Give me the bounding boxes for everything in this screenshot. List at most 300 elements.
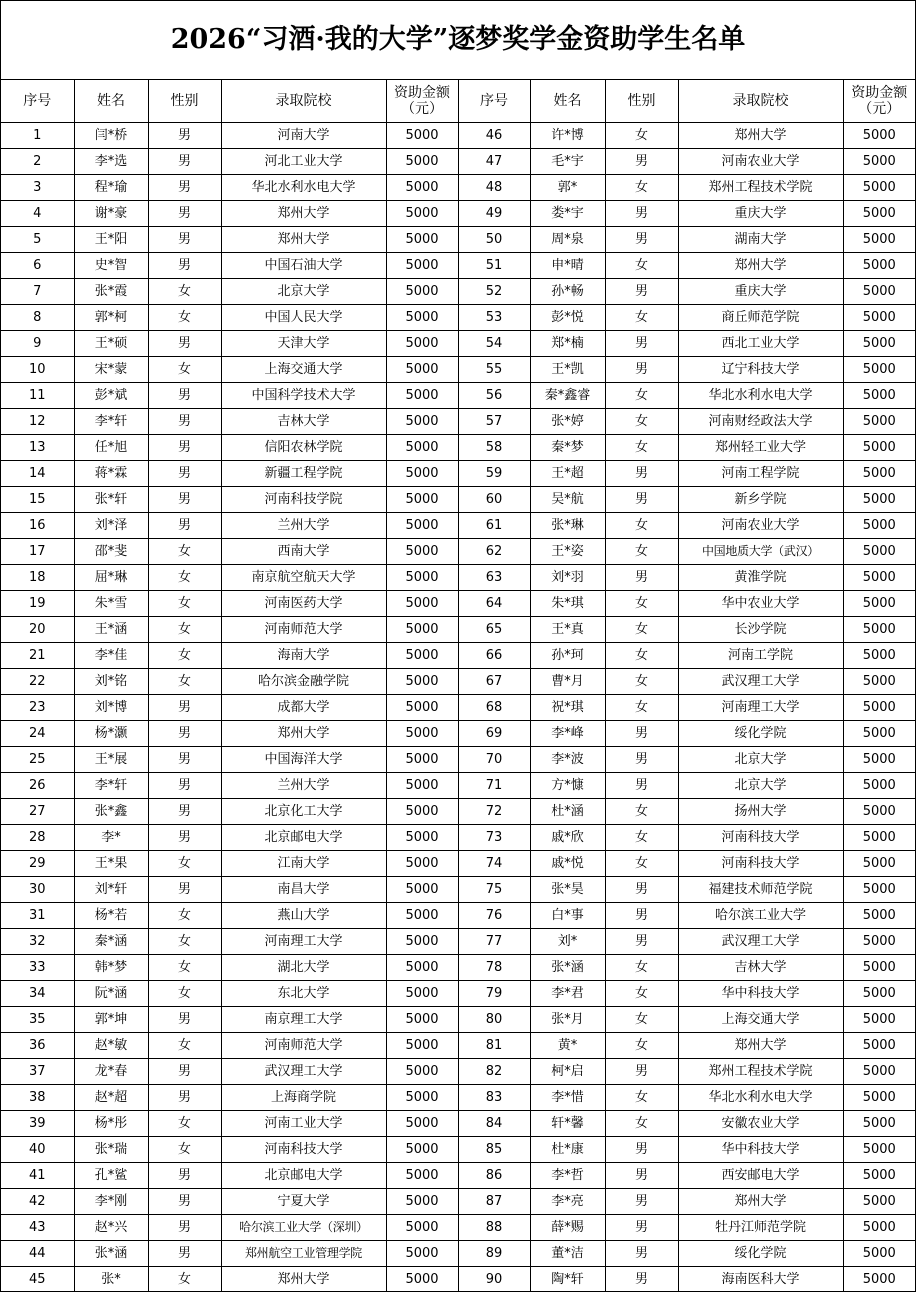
cell-index: 35 [1,1007,74,1033]
cell-university: 华北水利水电大学 [678,383,843,409]
cell-amount: 5000 [843,1007,915,1033]
cell-university: 东北大学 [221,981,386,1007]
cell-gender: 女 [148,929,221,955]
cell-name: 史*智 [74,253,148,279]
cell-university: 河南农业大学 [678,149,843,175]
cell-index: 57 [458,409,530,435]
cell-name: 张*霞 [74,279,148,305]
cell-gender: 女 [605,305,678,331]
cell-university: 西安邮电大学 [678,1163,843,1189]
cell-index: 77 [458,929,530,955]
cell-index: 79 [458,981,530,1007]
cell-index: 1 [1,123,74,149]
cell-gender: 男 [148,1215,221,1241]
cell-university: 郑州大学 [678,123,843,149]
cell-index: 68 [458,695,530,721]
cell-gender: 女 [148,669,221,695]
table-row [1,669,915,695]
cell-university: 武汉理工大学 [678,669,843,695]
cell-amount: 5000 [386,851,458,877]
cell-amount: 5000 [843,461,915,487]
cell-name: 张*昊 [530,877,605,903]
cell-name: 朱*雪 [74,591,148,617]
cell-university: 北京大学 [221,279,386,305]
cell-gender: 男 [148,1085,221,1111]
cell-gender: 女 [605,799,678,825]
cell-name: 刘*泽 [74,513,148,539]
cell-amount: 5000 [386,1137,458,1163]
cell-amount: 5000 [386,1163,458,1189]
cell-index: 61 [458,513,530,539]
cell-amount: 5000 [843,253,915,279]
cell-name: 李*惜 [530,1085,605,1111]
cell-amount: 5000 [386,1111,458,1137]
cell-university: 中国人民大学 [221,305,386,331]
cell-gender: 男 [148,123,221,149]
cell-amount: 5000 [386,1241,458,1267]
cell-name: 张*瑞 [74,1137,148,1163]
cell-gender: 男 [605,721,678,747]
cell-university: 宁夏大学 [221,1189,386,1215]
cell-university: 吉林大学 [678,955,843,981]
cell-name: 王*姿 [530,539,605,565]
cell-amount: 5000 [386,487,458,513]
table-row [1,175,915,201]
cell-university: 兰州大学 [221,773,386,799]
cell-name: 宋*蒙 [74,357,148,383]
cell-name: 杜*涵 [530,799,605,825]
cell-university: 信阳农林学院 [221,435,386,461]
cell-university: 河南师范大学 [221,617,386,643]
cell-name: 屈*琳 [74,565,148,591]
cell-name: 刘* [530,929,605,955]
table-row [1,981,915,1007]
cell-name: 谢*豪 [74,201,148,227]
cell-index: 67 [458,669,530,695]
cell-name: 张*鑫 [74,799,148,825]
cell-amount: 5000 [843,357,915,383]
cell-name: 李*轩 [74,409,148,435]
cell-university: 上海交通大学 [221,357,386,383]
header-index: 序号 [1,80,74,123]
cell-amount: 5000 [843,513,915,539]
cell-gender: 女 [605,409,678,435]
cell-amount: 5000 [843,565,915,591]
cell-university: 湖南大学 [678,227,843,253]
cell-amount: 5000 [386,409,458,435]
cell-amount: 5000 [386,435,458,461]
cell-gender: 女 [605,643,678,669]
cell-index: 17 [1,539,74,565]
cell-name: 白*事 [530,903,605,929]
cell-index: 29 [1,851,74,877]
cell-gender: 男 [148,1059,221,1085]
cell-index: 90 [458,1267,530,1292]
cell-index: 49 [458,201,530,227]
cell-index: 46 [458,123,530,149]
cell-amount: 5000 [843,175,915,201]
cell-amount: 5000 [843,201,915,227]
cell-gender: 女 [605,1007,678,1033]
cell-gender: 男 [605,149,678,175]
cell-index: 63 [458,565,530,591]
cell-university: 安徽农业大学 [678,1111,843,1137]
cell-amount: 5000 [386,539,458,565]
cell-amount: 5000 [386,747,458,773]
header-amount: 资助金额（元） [843,80,915,123]
cell-university: 北京大学 [678,747,843,773]
cell-university: 北京邮电大学 [221,1163,386,1189]
cell-university: 辽宁科技大学 [678,357,843,383]
cell-index: 89 [458,1241,530,1267]
cell-university: 河南工学院 [678,643,843,669]
cell-name: 赵*兴 [74,1215,148,1241]
cell-amount: 5000 [386,695,458,721]
cell-university: 中国地质大学（武汉） [678,539,843,565]
cell-name: 杨*彤 [74,1111,148,1137]
cell-name: 王*真 [530,617,605,643]
cell-amount: 5000 [386,383,458,409]
cell-index: 34 [1,981,74,1007]
cell-index: 25 [1,747,74,773]
cell-gender: 男 [605,929,678,955]
cell-name: 秦*鑫睿 [530,383,605,409]
cell-university: 西南大学 [221,539,386,565]
table-row [1,721,915,747]
cell-index: 11 [1,383,74,409]
cell-amount: 5000 [386,1085,458,1111]
table-row [1,617,915,643]
cell-university: 河南科技大学 [221,1137,386,1163]
cell-university: 上海交通大学 [678,1007,843,1033]
cell-amount: 5000 [843,1267,915,1292]
cell-name: 王*凯 [530,357,605,383]
cell-gender: 女 [605,1033,678,1059]
cell-name: 曹*月 [530,669,605,695]
cell-index: 16 [1,513,74,539]
cell-university: 南京理工大学 [221,1007,386,1033]
cell-index: 48 [458,175,530,201]
cell-index: 73 [458,825,530,851]
cell-university: 华中农业大学 [678,591,843,617]
cell-name: 吴*航 [530,487,605,513]
cell-index: 50 [458,227,530,253]
cell-amount: 5000 [843,331,915,357]
cell-index: 52 [458,279,530,305]
cell-university: 天津大学 [221,331,386,357]
cell-name: 张*月 [530,1007,605,1033]
cell-index: 4 [1,201,74,227]
cell-name: 赵*敏 [74,1033,148,1059]
cell-amount: 5000 [386,929,458,955]
header-index: 序号 [458,80,530,123]
cell-gender: 女 [148,643,221,669]
cell-name: 李*峰 [530,721,605,747]
cell-name: 闫*桥 [74,123,148,149]
cell-university: 中国科学技术大学 [221,383,386,409]
cell-index: 69 [458,721,530,747]
table-row [1,435,915,461]
cell-university: 河南师范大学 [221,1033,386,1059]
cell-index: 23 [1,695,74,721]
cell-amount: 5000 [386,357,458,383]
table-row [1,747,915,773]
cell-amount: 5000 [386,799,458,825]
cell-amount: 5000 [386,175,458,201]
cell-amount: 5000 [386,305,458,331]
cell-gender: 男 [605,1137,678,1163]
table-row [1,383,915,409]
cell-gender: 女 [148,565,221,591]
cell-gender: 男 [605,201,678,227]
cell-index: 20 [1,617,74,643]
cell-university: 海南医科大学 [678,1267,843,1292]
cell-amount: 5000 [843,149,915,175]
cell-gender: 女 [148,1137,221,1163]
table-row [1,253,915,279]
cell-gender: 男 [148,175,221,201]
cell-gender: 男 [605,1189,678,1215]
cell-university: 北京化工大学 [221,799,386,825]
cell-name: 毛*宇 [530,149,605,175]
cell-name: 方*慷 [530,773,605,799]
table-row [1,1137,915,1163]
cell-amount: 5000 [843,617,915,643]
cell-amount: 5000 [843,591,915,617]
cell-amount: 5000 [843,721,915,747]
table-row [1,487,915,513]
cell-amount: 5000 [843,825,915,851]
cell-university: 郑州大学 [678,1033,843,1059]
cell-index: 65 [458,617,530,643]
cell-university: 郑州航空工业管理学院 [221,1241,386,1267]
cell-name: 彭*斌 [74,383,148,409]
cell-index: 31 [1,903,74,929]
cell-gender: 女 [605,435,678,461]
cell-name: 彭*悦 [530,305,605,331]
cell-index: 10 [1,357,74,383]
cell-amount: 5000 [386,903,458,929]
cell-university: 郑州大学 [678,1189,843,1215]
cell-amount: 5000 [843,305,915,331]
cell-amount: 5000 [843,487,915,513]
cell-index: 87 [458,1189,530,1215]
cell-amount: 5000 [386,1267,458,1292]
cell-gender: 女 [148,955,221,981]
table-row [1,1007,915,1033]
cell-name: 李*君 [530,981,605,1007]
header-gender: 性别 [148,80,221,123]
cell-name: 孔*鲨 [74,1163,148,1189]
cell-gender: 男 [148,383,221,409]
cell-index: 66 [458,643,530,669]
cell-amount: 5000 [843,227,915,253]
cell-university: 河南理工大学 [221,929,386,955]
cell-name: 张*涵 [530,955,605,981]
cell-university: 武汉理工大学 [221,1059,386,1085]
header-university: 录取院校 [221,80,386,123]
cell-gender: 男 [148,513,221,539]
cell-amount: 5000 [843,1163,915,1189]
cell-university: 武汉理工大学 [678,929,843,955]
cell-gender: 女 [605,955,678,981]
table-row [1,227,915,253]
cell-index: 80 [458,1007,530,1033]
cell-amount: 5000 [386,513,458,539]
cell-amount: 5000 [386,461,458,487]
cell-name: 刘*铭 [74,669,148,695]
cell-index: 13 [1,435,74,461]
cell-index: 62 [458,539,530,565]
cell-gender: 男 [605,357,678,383]
cell-name: 李*刚 [74,1189,148,1215]
cell-index: 58 [458,435,530,461]
cell-index: 55 [458,357,530,383]
cell-gender: 男 [148,773,221,799]
cell-university: 长沙学院 [678,617,843,643]
cell-university: 商丘师范学院 [678,305,843,331]
cell-amount: 5000 [386,279,458,305]
cell-index: 74 [458,851,530,877]
table-row [1,1241,915,1267]
cell-name: 张*琳 [530,513,605,539]
cell-gender: 男 [148,1163,221,1189]
cell-amount: 5000 [386,1189,458,1215]
cell-name: 李*轩 [74,773,148,799]
cell-gender: 女 [148,617,221,643]
cell-index: 83 [458,1085,530,1111]
cell-gender: 女 [605,669,678,695]
cell-amount: 5000 [843,903,915,929]
cell-index: 64 [458,591,530,617]
table-row [1,539,915,565]
cell-university: 郑州大学 [221,201,386,227]
table-row [1,799,915,825]
cell-name: 任*旭 [74,435,148,461]
cell-amount: 5000 [843,955,915,981]
cell-amount: 5000 [843,539,915,565]
table-row [1,1189,915,1215]
cell-amount: 5000 [386,591,458,617]
cell-amount: 5000 [843,877,915,903]
cell-index: 60 [458,487,530,513]
cell-university: 北京大学 [678,773,843,799]
cell-amount: 5000 [843,1215,915,1241]
cell-university: 南昌大学 [221,877,386,903]
cell-name: 张*涵 [74,1241,148,1267]
cell-amount: 5000 [386,617,458,643]
cell-name: 孙*珂 [530,643,605,669]
cell-name: 秦*涵 [74,929,148,955]
cell-university: 哈尔滨工业大学 [678,903,843,929]
cell-university: 河南工业大学 [221,1111,386,1137]
cell-index: 42 [1,1189,74,1215]
cell-index: 37 [1,1059,74,1085]
cell-name: 孙*畅 [530,279,605,305]
cell-university: 福建技术师范学院 [678,877,843,903]
cell-index: 53 [458,305,530,331]
cell-gender: 女 [605,617,678,643]
cell-amount: 5000 [386,877,458,903]
cell-name: 薛*赐 [530,1215,605,1241]
cell-name: 杜*康 [530,1137,605,1163]
table-row [1,201,915,227]
document-title: 2026“习酒·我的大学”逐梦奖学金资助学生名单 [1,1,915,80]
cell-gender: 女 [148,1033,221,1059]
cell-gender: 男 [148,799,221,825]
cell-gender: 男 [605,903,678,929]
cell-university: 绥化学院 [678,1241,843,1267]
cell-name: 董*洁 [530,1241,605,1267]
cell-amount: 5000 [386,773,458,799]
cell-university: 郑州大学 [221,1267,386,1292]
table-row [1,123,915,149]
cell-name: 张*婷 [530,409,605,435]
cell-gender: 女 [148,305,221,331]
cell-name: 祝*琪 [530,695,605,721]
cell-gender: 女 [605,825,678,851]
cell-university: 哈尔滨金融学院 [221,669,386,695]
cell-university: 华北水利水电大学 [221,175,386,201]
cell-gender: 女 [148,1111,221,1137]
cell-amount: 5000 [386,149,458,175]
cell-university: 郑州工程技术学院 [678,175,843,201]
cell-index: 54 [458,331,530,357]
cell-university: 郑州轻工业大学 [678,435,843,461]
cell-name: 朱*琪 [530,591,605,617]
table-row [1,643,915,669]
cell-amount: 5000 [843,747,915,773]
cell-amount: 5000 [386,981,458,1007]
cell-university: 河南科技学院 [221,487,386,513]
cell-university: 河南医药大学 [221,591,386,617]
table-row [1,1033,915,1059]
cell-gender: 男 [148,487,221,513]
cell-gender: 男 [148,721,221,747]
cell-gender: 男 [605,487,678,513]
cell-gender: 男 [605,461,678,487]
cell-name: 王*果 [74,851,148,877]
table-row [1,1085,915,1111]
cell-university: 湖北大学 [221,955,386,981]
cell-index: 70 [458,747,530,773]
cell-gender: 女 [605,539,678,565]
cell-name: 李*哲 [530,1163,605,1189]
cell-name: 赵*超 [74,1085,148,1111]
cell-index: 30 [1,877,74,903]
table-row [1,1267,915,1292]
cell-gender: 女 [148,539,221,565]
cell-index: 22 [1,669,74,695]
cell-name: 李*选 [74,149,148,175]
table-row [1,695,915,721]
cell-gender: 男 [148,825,221,851]
cell-name: 王*硕 [74,331,148,357]
cell-name: 李* [74,825,148,851]
cell-index: 78 [458,955,530,981]
cell-amount: 5000 [843,279,915,305]
cell-university: 河南理工大学 [678,695,843,721]
cell-university: 哈尔滨工业大学（深圳） [221,1215,386,1241]
cell-university: 新乡学院 [678,487,843,513]
cell-index: 56 [458,383,530,409]
cell-name: 李*波 [530,747,605,773]
cell-name: 郭*柯 [74,305,148,331]
cell-amount: 5000 [843,435,915,461]
cell-amount: 5000 [386,123,458,149]
cell-amount: 5000 [843,851,915,877]
cell-index: 24 [1,721,74,747]
